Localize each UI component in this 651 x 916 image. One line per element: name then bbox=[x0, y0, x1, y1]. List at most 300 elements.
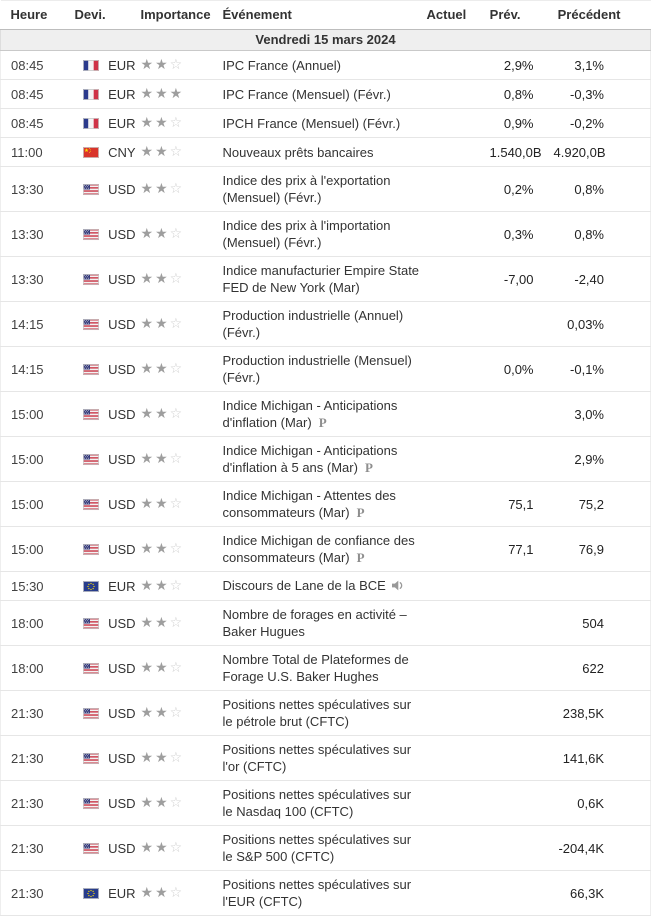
star-empty-icon: ☆ bbox=[169, 885, 185, 901]
star-filled-icon: ★ bbox=[140, 226, 156, 242]
importance-cell bbox=[131, 167, 211, 212]
importance-stars bbox=[141, 840, 185, 856]
column-header-evenement: Événement bbox=[211, 1, 427, 30]
previous-value: 622 bbox=[553, 646, 651, 691]
event-link[interactable]: Indice des prix à l'exportation (Mensuel) (Févr.) bbox=[222, 173, 391, 205]
star-empty-icon: ☆ bbox=[169, 496, 185, 512]
event-link[interactable]: Discours de Lane de la BCE bbox=[222, 578, 386, 593]
forecast-value bbox=[489, 691, 553, 736]
event-cell bbox=[211, 80, 427, 109]
star-filled-icon: ★ bbox=[155, 86, 170, 102]
column-header-heure: Heure bbox=[1, 1, 71, 30]
star-empty-icon: ☆ bbox=[169, 578, 185, 594]
star-empty-icon: ☆ bbox=[169, 840, 185, 856]
event-link[interactable]: Positions nettes spéculatives sur l'EUR (CFTC) bbox=[222, 877, 412, 909]
cn-flag-icon bbox=[83, 147, 99, 158]
actual-value bbox=[427, 437, 489, 482]
currency-code: USD bbox=[108, 451, 136, 467]
forecast-value: 0,8% bbox=[489, 80, 553, 109]
event-cell bbox=[211, 572, 427, 601]
event-cell bbox=[211, 302, 427, 347]
event-link[interactable]: Indice Michigan - Attentes des consommateurs (Mar) bbox=[222, 488, 396, 520]
forecast-value bbox=[489, 392, 553, 437]
actual-value bbox=[427, 482, 489, 527]
event-row bbox=[1, 392, 651, 437]
star-filled-icon: ★ bbox=[155, 496, 170, 512]
star-empty-icon: ☆ bbox=[169, 750, 185, 766]
event-row bbox=[1, 347, 651, 392]
forecast-value bbox=[489, 781, 553, 826]
star-filled-icon: ★ bbox=[155, 885, 170, 901]
importance-cell bbox=[131, 736, 211, 781]
forecast-value: 2,9% bbox=[489, 51, 553, 80]
preliminary-icon: P bbox=[318, 415, 327, 430]
event-currency-cell bbox=[71, 482, 136, 527]
forecast-value: -7,00 bbox=[489, 257, 553, 302]
star-empty-icon: ☆ bbox=[169, 316, 185, 332]
importance-cell bbox=[131, 646, 211, 691]
importance-cell bbox=[131, 392, 211, 437]
event-cell bbox=[211, 347, 427, 392]
currency-code: USD bbox=[108, 361, 136, 377]
event-currency-cell bbox=[71, 572, 136, 601]
fr-flag-icon bbox=[83, 60, 99, 71]
star-filled-icon: ★ bbox=[140, 705, 156, 721]
importance-stars bbox=[141, 578, 185, 594]
event-row bbox=[1, 572, 651, 601]
event-time: 08:45 bbox=[1, 109, 71, 138]
star-filled-icon: ★ bbox=[155, 660, 170, 676]
star-filled-icon: ★ bbox=[140, 578, 156, 594]
event-currency-cell bbox=[71, 691, 136, 736]
preliminary-icon: P bbox=[356, 505, 365, 520]
event-currency-cell bbox=[71, 437, 136, 482]
importance-cell bbox=[131, 482, 211, 527]
fr-flag-icon bbox=[83, 118, 99, 129]
event-link[interactable]: Nouveaux prêts bancaires bbox=[222, 144, 374, 160]
us-flag-icon bbox=[83, 319, 99, 330]
event-currency-cell bbox=[71, 212, 136, 257]
importance-cell bbox=[131, 601, 211, 646]
event-row bbox=[1, 257, 651, 302]
star-filled-icon: ★ bbox=[155, 541, 170, 557]
event-cell bbox=[211, 691, 427, 736]
star-filled-icon: ★ bbox=[155, 840, 170, 856]
us-flag-icon bbox=[83, 753, 99, 764]
event-cell bbox=[211, 138, 427, 167]
previous-value: 141,6K bbox=[553, 736, 651, 781]
event-currency-cell bbox=[71, 51, 136, 80]
actual-value bbox=[427, 80, 489, 109]
event-time: 21:30 bbox=[1, 871, 71, 916]
event-time: 15:00 bbox=[1, 392, 71, 437]
us-flag-icon bbox=[83, 843, 99, 854]
importance-stars bbox=[141, 115, 185, 131]
star-filled-icon: ★ bbox=[140, 181, 156, 197]
event-row bbox=[1, 51, 651, 80]
preliminary-icon: P bbox=[364, 460, 373, 475]
previous-value: -0,2% bbox=[553, 109, 651, 138]
forecast-value: 0,3% bbox=[489, 212, 553, 257]
actual-value bbox=[427, 527, 489, 572]
column-header-importance: Importance bbox=[131, 1, 211, 30]
previous-value: 0,8% bbox=[553, 167, 651, 212]
event-currency-cell bbox=[71, 392, 136, 437]
currency-code: USD bbox=[108, 541, 136, 557]
event-row bbox=[1, 302, 651, 347]
importance-stars bbox=[141, 316, 185, 332]
previous-value: 0,8% bbox=[553, 212, 651, 257]
us-flag-icon bbox=[83, 274, 99, 285]
event-cell bbox=[211, 826, 427, 871]
forecast-value: 75,1 bbox=[489, 482, 553, 527]
fr-flag-icon bbox=[83, 89, 99, 100]
event-currency-cell bbox=[71, 826, 136, 871]
star-empty-icon: ☆ bbox=[169, 660, 185, 676]
forecast-value bbox=[489, 572, 553, 601]
forecast-value bbox=[489, 871, 553, 916]
event-link[interactable]: Positions nettes spéculatives sur l'or (CFTC) bbox=[222, 742, 412, 774]
previous-value: -0,1% bbox=[553, 347, 651, 392]
event-currency-cell bbox=[71, 257, 136, 302]
star-filled-icon: ★ bbox=[155, 181, 170, 197]
importance-stars bbox=[141, 361, 185, 377]
speaker-icon[interactable] bbox=[392, 579, 405, 594]
star-filled-icon: ★ bbox=[140, 660, 156, 676]
star-filled-icon: ★ bbox=[140, 115, 156, 131]
previous-value bbox=[553, 572, 651, 601]
importance-stars bbox=[141, 226, 185, 242]
event-cell bbox=[211, 781, 427, 826]
previous-value: 75,2 bbox=[553, 482, 651, 527]
forecast-value bbox=[489, 302, 553, 347]
date-row bbox=[1, 30, 651, 51]
importance-stars bbox=[141, 705, 185, 721]
event-cell bbox=[211, 257, 427, 302]
currency-code: USD bbox=[108, 316, 136, 332]
currency-code: EUR bbox=[108, 578, 136, 594]
star-filled-icon: ★ bbox=[140, 86, 156, 102]
importance-stars bbox=[141, 541, 185, 557]
event-time: 11:00 bbox=[1, 138, 71, 167]
event-row bbox=[1, 871, 651, 916]
column-header-devise: Devi. bbox=[71, 1, 131, 30]
event-link[interactable]: Indice manufacturier Empire State FED de New York (Mar) bbox=[222, 263, 420, 295]
event-row bbox=[1, 437, 651, 482]
forecast-value bbox=[489, 646, 553, 691]
star-empty-icon: ☆ bbox=[169, 451, 185, 467]
currency-code: EUR bbox=[108, 57, 136, 73]
forecast-value: 0,0% bbox=[489, 347, 553, 392]
event-link[interactable]: Indice Michigan de confiance des consommateurs (Mar) bbox=[222, 533, 415, 565]
event-currency-cell bbox=[71, 736, 136, 781]
star-empty-icon: ☆ bbox=[169, 181, 185, 197]
event-currency-cell bbox=[71, 138, 136, 167]
forecast-value: 0,9% bbox=[489, 109, 553, 138]
event-time: 15:00 bbox=[1, 527, 71, 572]
star-filled-icon: ★ bbox=[155, 316, 170, 332]
actual-value bbox=[427, 109, 489, 138]
event-link[interactable]: Nombre de forages en activité – Baker Hugues bbox=[222, 607, 407, 639]
previous-value: -0,3% bbox=[553, 80, 651, 109]
actual-value bbox=[427, 392, 489, 437]
star-empty-icon: ☆ bbox=[169, 406, 185, 422]
importance-stars bbox=[141, 57, 185, 73]
us-flag-icon bbox=[83, 544, 99, 555]
previous-value: 504 bbox=[553, 601, 651, 646]
event-link[interactable]: IPC France (Mensuel) (Févr.) bbox=[222, 86, 391, 102]
star-empty-icon: ☆ bbox=[169, 541, 185, 557]
event-cell bbox=[211, 51, 427, 80]
importance-stars bbox=[141, 406, 185, 422]
importance-stars bbox=[141, 86, 185, 102]
event-currency-cell bbox=[71, 167, 136, 212]
currency-code: EUR bbox=[108, 885, 136, 901]
event-cell bbox=[211, 646, 427, 691]
star-filled-icon: ★ bbox=[155, 57, 170, 73]
event-time: 21:30 bbox=[1, 781, 71, 826]
star-filled-icon: ★ bbox=[155, 271, 170, 287]
importance-stars bbox=[141, 660, 185, 676]
star-empty-icon: ☆ bbox=[169, 271, 185, 287]
currency-code: USD bbox=[108, 496, 136, 512]
star-filled-icon: ★ bbox=[140, 361, 156, 377]
event-row bbox=[1, 826, 651, 871]
previous-value: 238,5K bbox=[553, 691, 651, 736]
star-filled-icon: ★ bbox=[155, 226, 170, 242]
star-filled-icon: ★ bbox=[140, 885, 156, 901]
importance-stars bbox=[141, 181, 185, 197]
event-time: 15:30 bbox=[1, 572, 71, 601]
event-link[interactable]: Production industrielle (Annuel) (Févr.) bbox=[222, 308, 404, 340]
star-empty-icon: ☆ bbox=[169, 115, 185, 131]
star-empty-icon: ☆ bbox=[169, 361, 185, 377]
event-time: 18:00 bbox=[1, 646, 71, 691]
event-link[interactable]: Positions nettes spéculatives sur le S&P 500 (CFTC) bbox=[222, 832, 412, 864]
event-link[interactable]: Indice Michigan - Anticipations d'inflation (Mar) bbox=[222, 398, 398, 430]
importance-cell bbox=[131, 871, 211, 916]
forecast-value: 77,1 bbox=[489, 527, 553, 572]
event-link[interactable]: IPC France (Annuel) bbox=[222, 57, 341, 73]
importance-cell bbox=[131, 437, 211, 482]
actual-value bbox=[427, 257, 489, 302]
star-empty-icon: ☆ bbox=[169, 615, 185, 631]
importance-cell bbox=[131, 51, 211, 80]
star-filled-icon: ★ bbox=[140, 316, 156, 332]
event-cell bbox=[211, 392, 427, 437]
event-currency-cell bbox=[71, 527, 136, 572]
star-filled-icon: ★ bbox=[140, 271, 156, 287]
currency-code: USD bbox=[108, 226, 136, 242]
actual-value bbox=[427, 826, 489, 871]
forecast-value: 0,2% bbox=[489, 167, 553, 212]
event-time: 14:15 bbox=[1, 302, 71, 347]
actual-value bbox=[427, 138, 489, 167]
importance-stars bbox=[141, 795, 185, 811]
event-cell bbox=[211, 109, 427, 138]
star-filled-icon: ★ bbox=[155, 144, 170, 160]
event-time: 13:30 bbox=[1, 167, 71, 212]
column-header-precedent: Précédent bbox=[553, 1, 651, 30]
star-filled-icon: ★ bbox=[140, 750, 156, 766]
importance-stars bbox=[141, 271, 185, 287]
currency-code: USD bbox=[108, 750, 136, 766]
star-empty-icon: ☆ bbox=[169, 705, 185, 721]
event-time: 18:00 bbox=[1, 601, 71, 646]
us-flag-icon bbox=[83, 364, 99, 375]
event-row bbox=[1, 736, 651, 781]
eu-flag-icon bbox=[83, 581, 99, 592]
event-link[interactable]: IPCH France (Mensuel) (Févr.) bbox=[222, 115, 401, 131]
table-header-row bbox=[1, 1, 651, 30]
previous-value: -204,4K bbox=[553, 826, 651, 871]
event-cell bbox=[211, 167, 427, 212]
currency-code: EUR bbox=[108, 115, 136, 131]
event-time: 15:00 bbox=[1, 482, 71, 527]
event-time: 14:15 bbox=[1, 347, 71, 392]
importance-cell bbox=[131, 826, 211, 871]
currency-code: USD bbox=[108, 795, 136, 811]
event-cell bbox=[211, 437, 427, 482]
us-flag-icon bbox=[83, 229, 99, 240]
currency-code: USD bbox=[108, 705, 136, 721]
us-flag-icon bbox=[83, 499, 99, 510]
previous-value: -2,40 bbox=[553, 257, 651, 302]
us-flag-icon bbox=[83, 798, 99, 809]
event-cell bbox=[211, 601, 427, 646]
star-filled-icon: ★ bbox=[140, 451, 156, 467]
us-flag-icon bbox=[83, 618, 99, 629]
star-filled-icon: ★ bbox=[140, 496, 156, 512]
previous-value: 76,9 bbox=[553, 527, 651, 572]
event-row bbox=[1, 212, 651, 257]
event-currency-cell bbox=[71, 109, 136, 138]
actual-value bbox=[427, 51, 489, 80]
importance-stars bbox=[141, 750, 185, 766]
event-link[interactable]: Indice des prix à l'importation (Mensuel) (Févr.) bbox=[222, 218, 391, 250]
event-cell bbox=[211, 212, 427, 257]
actual-value bbox=[427, 572, 489, 601]
date-label: Vendredi 15 mars 2024 bbox=[1, 30, 651, 51]
star-filled-icon: ★ bbox=[140, 144, 156, 160]
star-filled-icon: ★ bbox=[169, 86, 185, 102]
event-row bbox=[1, 138, 651, 167]
preliminary-icon: P bbox=[356, 550, 365, 565]
star-filled-icon: ★ bbox=[155, 795, 170, 811]
event-currency-cell bbox=[71, 302, 136, 347]
previous-value: 0,03% bbox=[553, 302, 651, 347]
importance-stars bbox=[141, 496, 185, 512]
star-filled-icon: ★ bbox=[140, 406, 156, 422]
importance-cell bbox=[131, 138, 211, 167]
event-time: 21:30 bbox=[1, 736, 71, 781]
event-row bbox=[1, 601, 651, 646]
event-rows bbox=[1, 30, 651, 916]
actual-value bbox=[427, 212, 489, 257]
importance-cell bbox=[131, 781, 211, 826]
event-row bbox=[1, 109, 651, 138]
event-row bbox=[1, 781, 651, 826]
actual-value bbox=[427, 302, 489, 347]
actual-value bbox=[427, 167, 489, 212]
currency-code: CNY bbox=[108, 144, 136, 160]
forecast-value bbox=[489, 601, 553, 646]
event-time: 13:30 bbox=[1, 212, 71, 257]
currency-code: USD bbox=[108, 615, 136, 631]
star-empty-icon: ☆ bbox=[169, 795, 185, 811]
star-filled-icon: ★ bbox=[155, 451, 170, 467]
importance-cell bbox=[131, 109, 211, 138]
star-filled-icon: ★ bbox=[140, 541, 156, 557]
event-row bbox=[1, 646, 651, 691]
forecast-value bbox=[489, 826, 553, 871]
previous-value: 3,0% bbox=[553, 392, 651, 437]
event-cell bbox=[211, 736, 427, 781]
actual-value bbox=[427, 871, 489, 916]
star-filled-icon: ★ bbox=[155, 361, 170, 377]
column-header-actuel: Actuel bbox=[427, 1, 489, 30]
star-filled-icon: ★ bbox=[155, 615, 170, 631]
previous-value: 3,1% bbox=[553, 51, 651, 80]
star-filled-icon: ★ bbox=[155, 406, 170, 422]
star-filled-icon: ★ bbox=[155, 705, 170, 721]
actual-value bbox=[427, 646, 489, 691]
currency-code: USD bbox=[108, 840, 136, 856]
previous-value: 66,3K bbox=[553, 871, 651, 916]
event-time: 08:45 bbox=[1, 80, 71, 109]
currency-code: USD bbox=[108, 271, 136, 287]
importance-cell bbox=[131, 572, 211, 601]
event-row bbox=[1, 691, 651, 736]
forecast-value: 1.540,0B bbox=[489, 138, 553, 167]
event-link[interactable]: Nombre Total de Plateformes de Forage U.S. Baker Hughes bbox=[222, 652, 409, 684]
event-link[interactable]: Indice Michigan - Anticipations d'inflation à 5 ans (Mar) bbox=[222, 443, 398, 475]
us-flag-icon bbox=[83, 409, 99, 420]
importance-cell bbox=[131, 80, 211, 109]
currency-code: USD bbox=[108, 181, 136, 197]
us-flag-icon bbox=[83, 184, 99, 195]
currency-code: EUR bbox=[108, 86, 136, 102]
event-time: 13:30 bbox=[1, 257, 71, 302]
event-link[interactable]: Production industrielle (Mensuel) (Févr.) bbox=[222, 353, 412, 385]
event-row bbox=[1, 527, 651, 572]
event-currency-cell bbox=[71, 871, 136, 916]
event-time: 21:30 bbox=[1, 826, 71, 871]
importance-cell bbox=[131, 302, 211, 347]
star-empty-icon: ☆ bbox=[169, 144, 185, 160]
event-link[interactable]: Positions nettes spéculatives sur le Nasdaq 100 (CFTC) bbox=[222, 787, 412, 819]
actual-value bbox=[427, 691, 489, 736]
event-currency-cell bbox=[71, 80, 136, 109]
column-header-prev: Prév. bbox=[489, 1, 553, 30]
star-filled-icon: ★ bbox=[140, 795, 156, 811]
event-link[interactable]: Positions nettes spéculatives sur le pétrole brut (CFTC) bbox=[222, 697, 412, 729]
importance-stars bbox=[141, 615, 185, 631]
importance-cell bbox=[131, 257, 211, 302]
importance-cell bbox=[131, 212, 211, 257]
event-currency-cell bbox=[71, 347, 136, 392]
importance-cell bbox=[131, 691, 211, 736]
star-filled-icon: ★ bbox=[155, 750, 170, 766]
currency-code: USD bbox=[108, 660, 136, 676]
star-filled-icon: ★ bbox=[155, 578, 170, 594]
event-time: 21:30 bbox=[1, 691, 71, 736]
importance-stars bbox=[141, 451, 185, 467]
previous-value: 4.920,0B bbox=[553, 138, 651, 167]
event-cell bbox=[211, 527, 427, 572]
event-row bbox=[1, 167, 651, 212]
us-flag-icon bbox=[83, 454, 99, 465]
